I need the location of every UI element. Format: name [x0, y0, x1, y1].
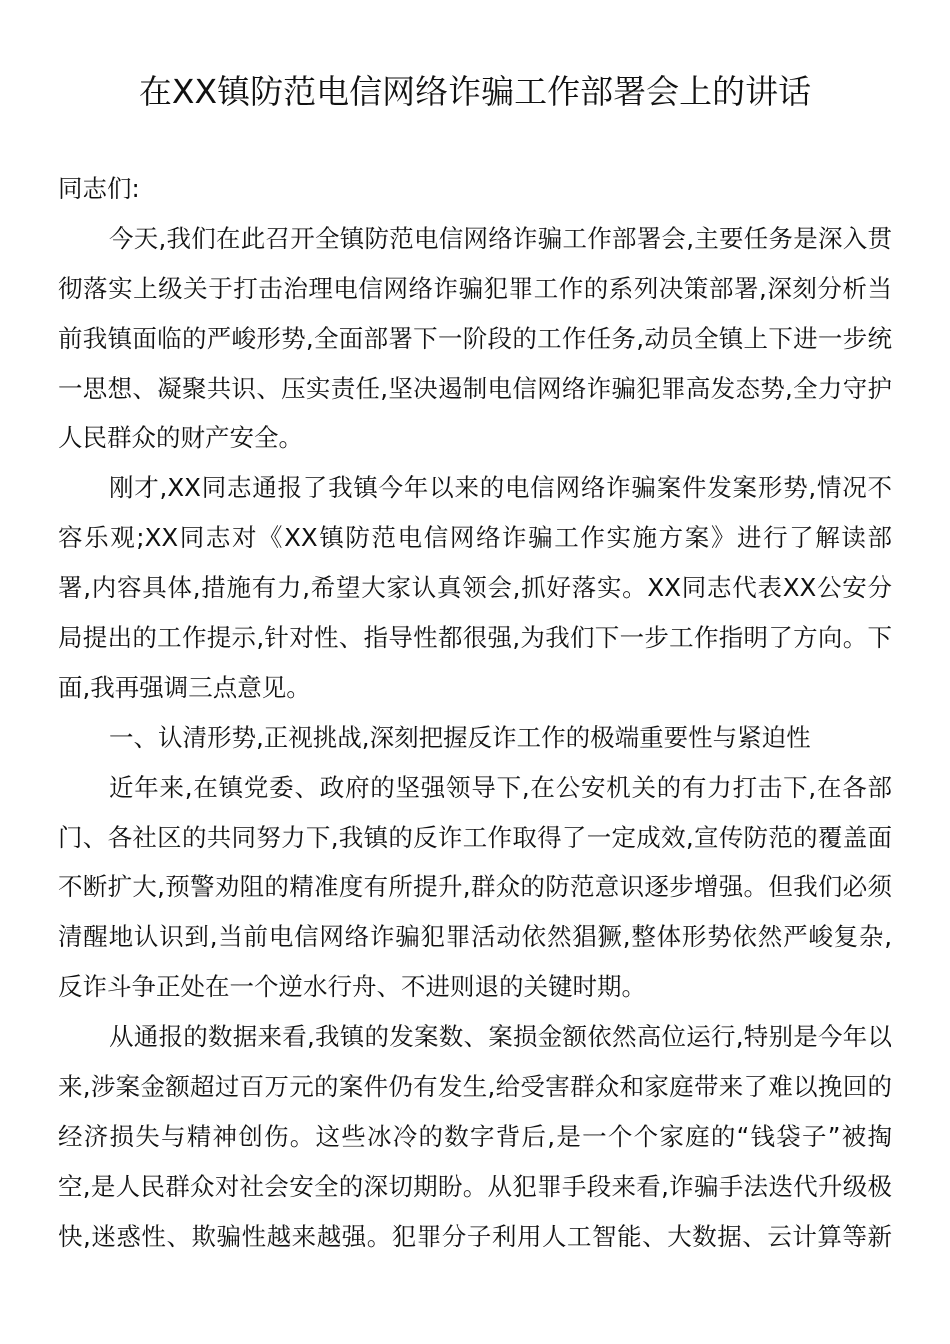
text-line: 容乐观;XX同志对《XX镇防范电信网络诈骗工作实施方案》进行了解读部: [58, 523, 892, 553]
section-heading: 一、认清形势,正视挑战,深刻把握反诈工作的极端重要性与紧迫性: [109, 722, 811, 752]
text-line: 刚才,XX同志通报了我镇今年以来的电信网络诈骗案件发案形势,情况不: [109, 473, 892, 503]
text-line: 彻落实上级关于打击治理电信网络诈骗犯罪工作的系列决策部署,深刻分析当: [58, 273, 892, 303]
text-line: 空,是人民群众对社会安全的深切期盼。从犯罪手段来看,诈骗手法迭代升级极: [58, 1171, 892, 1201]
text-line: 不断扩大,预警劝阻的精准度有所提升,群众的防范意识逐步增强。但我们必须: [58, 872, 892, 902]
text-line: 人民群众的财产安全。: [58, 423, 303, 453]
text-line: 前我镇面临的严峻形势,全面部署下一阶段的工作任务,动员全镇上下进一步统: [58, 323, 892, 353]
text-line: 快,迷惑性、欺骗性越来越强。犯罪分子利用人工智能、大数据、云计算等新: [58, 1221, 892, 1251]
text-line: 清醒地认识到,当前电信网络诈骗犯罪活动依然猖獗,整体形势依然严峻复杂,: [58, 922, 892, 952]
text-line: 今天,我们在此召开全镇防范电信网络诈骗工作部署会,主要任务是深入贯: [109, 223, 892, 253]
text-line: 反诈斗争正处在一个逆水行舟、不进则退的关键时期。: [58, 972, 646, 1002]
text-line: 从通报的数据来看,我镇的发案数、案损金额依然高位运行,特别是今年以: [109, 1022, 892, 1052]
text-line: 署,内容具体,措施有力,希望大家认真领会,抓好落实。XX同志代表XX公安分: [58, 573, 892, 603]
document-title: 在XX镇防范电信网络诈骗工作部署会上的讲话: [138, 72, 812, 111]
text-line: 经济损失与精神创伤。这些冰冷的数字背后,是一个个家庭的“钱袋子”被掏: [58, 1121, 892, 1151]
text-line: 一思想、凝聚共识、压实责任,坚决遏制电信网络诈骗犯罪高发态势,全力守护: [58, 373, 892, 403]
document-body: [58, 164, 892, 1262]
text-line: 近年来,在镇党委、政府的坚强领导下,在公安机关的有力打击下,在各部: [109, 772, 892, 802]
text-line: 门、各社区的共同努力下,我镇的反诈工作取得了一定成效,宣传防范的覆盖面: [58, 822, 892, 852]
text-line: 面,我再强调三点意见。: [58, 672, 311, 702]
text-line: 局提出的工作提示,针对性、指导性都很强,为我们下一步工作指明了方向。下: [58, 623, 892, 653]
salutation: 同志们:: [58, 174, 140, 203]
text-line: 来,涉案金额超过百万元的案件仍有发生,给受害群众和家庭带来了难以挽回的: [58, 1072, 892, 1102]
